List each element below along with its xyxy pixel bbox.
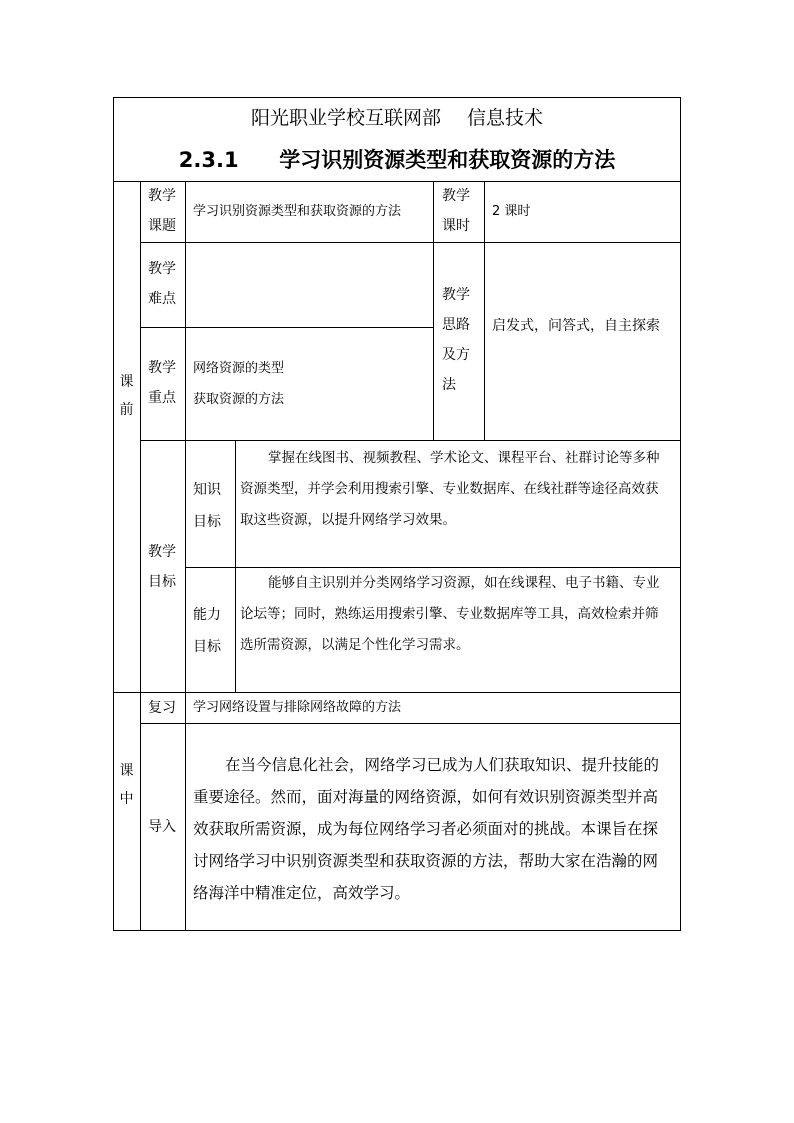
key-value-1: 网络资源的类型: [193, 361, 285, 376]
col-line-label: [185, 181, 186, 441]
col-line-section: [140, 181, 141, 931]
col-line-approach-right: [484, 181, 485, 441]
table-border-right: [680, 97, 681, 931]
col-line-goals-content: [235, 440, 236, 693]
review-value: 学习网络设置与排除网络故障的方法: [193, 700, 402, 715]
approach-label: 教学 思路 及方 法: [442, 287, 470, 393]
header-line-1: [113, 104, 681, 132]
col-line-goals-sub: [185, 440, 186, 693]
intro-label: 导入: [148, 819, 176, 835]
table-border-bottom: [113, 930, 681, 931]
hours-value: 2 课时: [492, 204, 531, 219]
col-line-approach-left: [433, 181, 434, 441]
goals-label: 教学 目标: [148, 544, 176, 590]
table-border-top: [113, 97, 681, 98]
lesson-number: 2.3.1: [178, 148, 239, 172]
difficulty-label: 教学 难点: [148, 261, 176, 307]
row-line-preclass-end: [113, 692, 681, 693]
approach-value: 启发式，问答式，自主探索: [492, 318, 660, 334]
intro-line: 讨网络学习中识别资源类型和获取资源的方法，帮助大家在浩瀚的网: [193, 852, 659, 870]
knowledge-line: 资源类型，并学会利用搜索引擎、专业数据库、在线社群等途径高效获: [240, 481, 659, 497]
key-value-2: 获取资源的方法: [193, 392, 285, 407]
row-line-key: [140, 440, 681, 441]
row-line-review: [140, 723, 681, 724]
knowledge-goal-text: [240, 443, 676, 536]
row-line-topic: [140, 242, 681, 243]
ability-line: 选所需资源，以满足个性化学习需求。: [240, 637, 470, 653]
intro-line: 络海洋中精准定位，高效学习。: [193, 884, 411, 902]
topic-value: 学习识别资源类型和获取资源的方法: [193, 204, 402, 219]
header-line-2: [113, 143, 681, 177]
topic-label: 教学 课题: [148, 188, 176, 234]
col-line-label-inclass: [185, 692, 186, 931]
lesson-title: 学习识别资源类型和获取资源的方法: [279, 148, 616, 172]
knowledge-line: 掌握在线图书、视频教程、学术论文、课程平台、社群讨论等多种: [268, 450, 660, 466]
section-label-inclass: 课 中: [119, 763, 134, 807]
row-line-header: [113, 181, 681, 182]
ability-label: 能力 目标: [193, 607, 221, 655]
review-label: 复习: [148, 700, 176, 716]
hours-label: 教学 课时: [442, 188, 470, 234]
row-line-difficulty: [140, 327, 433, 328]
key-label: 教学 重点: [148, 360, 176, 406]
intro-text: [193, 749, 677, 909]
knowledge-line: 取这些资源，以提升网络学习效果。: [240, 512, 456, 528]
ability-line: 论坛等；同时，熟练运用搜索引擎、专业数据库等工具，高效检索并筛: [240, 606, 659, 622]
ability-line: 能够自主识别并分类网络学习资源，如在线课程、电子书籍、专业: [268, 575, 660, 591]
knowledge-label: 知识 目标: [193, 482, 221, 530]
intro-line: 效获取所需资源，成为每位网络学习者必须面对的挑战。本课旨在探: [193, 820, 659, 838]
school-name: 阳光职业学校互联网部: [250, 107, 441, 129]
intro-line: 重要途径。然而，面对海量的网络资源，如何有效识别资源类型并高: [193, 788, 659, 806]
section-label-preclass: 课 前: [119, 374, 134, 418]
ability-goal-text: [240, 568, 676, 661]
subject-name: 信息技术: [467, 107, 544, 129]
intro-line: 在当今信息化社会，网络学习已成为人们获取知识、提升技能的: [225, 756, 660, 774]
